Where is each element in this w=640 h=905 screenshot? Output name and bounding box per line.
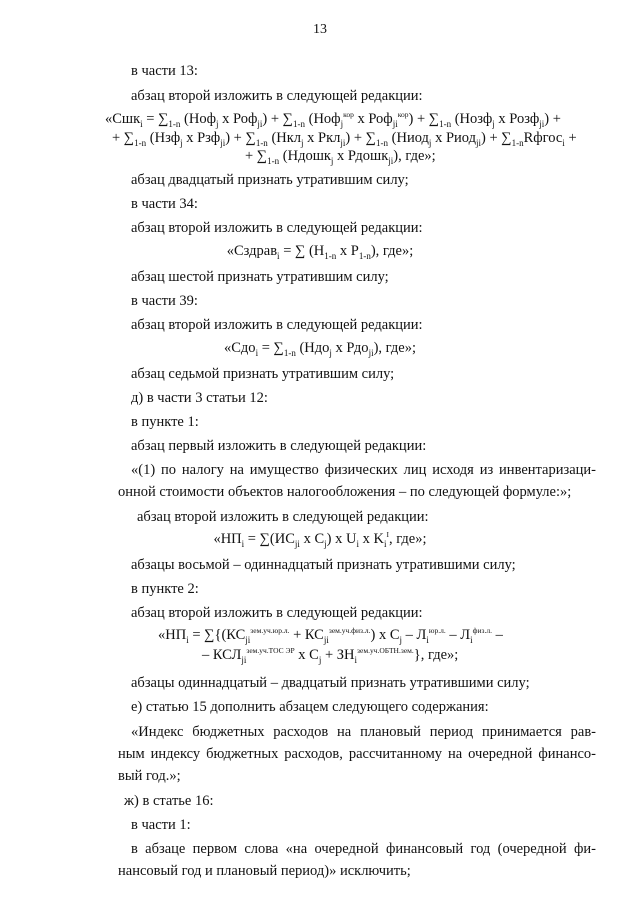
paragraph: в пункте 1: bbox=[131, 414, 199, 430]
paragraph: е) статью 15 дополнить абзацем следующего содержания: bbox=[131, 699, 489, 715]
formula-line: «$Сшк_i = \sum_{1-n}$ (Ноф$_j$ х $Роф_{ji}) + \sum_{1-n}$ (Ноф$_j^{кор}$ х $Роф_{ji}^{кор}) + \sum_{1-n}$ (Нозф$_j$ х Розф$_{ji}$) + bbox=[105, 110, 561, 129]
formula-line: «Сздрав$_i$ = ∑ ($Н_{1-n}$ х $Р_{1-n}$), где»; bbox=[226, 243, 414, 261]
paragraph: абзац второй изложить в следующей редакции: bbox=[131, 317, 423, 333]
paragraph-line: ным индексу бюджетных расходов, рассчитанному на очередной финансо- bbox=[118, 746, 596, 762]
formula-line: «$НП_i = \sum\{(КС_{ji}^{зем.уч.юр.л.} + КС_{ji}^{зем.уч.физ.л.})$ х $С_j - Л_i^{юр.л.} - Л_i^{физ.л.}$ – bbox=[158, 626, 503, 645]
formula-line: + $\sum_{1-n}$ (Нзф$_j$ х $Рзф_{ji}) + \sum_{1-n}$ (Нкл$_j$ х $Ркл_{ji}) + \sum_{1-n}$ (Ниод$_j$ х Риод$_{ji}$) + $\sum_{1-n}Rфгос_i$ + bbox=[112, 130, 577, 148]
paragraph-line: вый год.»; bbox=[118, 768, 181, 784]
formula-line: – $КСЛ_{ji}^{зем.уч.ТОС ЭР}$ х $С_j + ЗН_i^{зем.уч.ОБТН.зем.}$}, где»; bbox=[202, 646, 459, 665]
page-number: 13 bbox=[313, 22, 327, 37]
paragraph: абзац шестой признать утратившим силу; bbox=[131, 269, 389, 285]
paragraph-line: в абзаце первом слова «на очередной финансовый год (очередной фи- bbox=[131, 841, 596, 857]
paragraph: абзац второй изложить в следующей редакции: bbox=[131, 605, 423, 621]
paragraph: абзацы одиннадцатый – двадцатый признать утратившими силу; bbox=[131, 675, 530, 691]
paragraph: абзац первый изложить в следующей редакции: bbox=[131, 438, 427, 454]
paragraph: в части 39: bbox=[131, 293, 198, 309]
paragraph: в части 1: bbox=[131, 817, 191, 833]
formula-line: «$НП_i = \sum(ИС_{ji}$ х $С_j$) х $U_i$ х $K_i^I$, где»; bbox=[213, 530, 427, 549]
paragraph: в части 34: bbox=[131, 196, 198, 212]
paragraph-line: «(1) по налогу на имущество физических лиц исходя из инвентаризаци- bbox=[131, 462, 596, 478]
paragraph-line: онной стоимости объектов налогообложения – по следующей формуле:»; bbox=[118, 484, 572, 500]
paragraph: абзац седьмой признать утратившим силу; bbox=[131, 366, 395, 382]
paragraph: в пункте 2: bbox=[131, 581, 199, 597]
paragraph: абзац двадцатый признать утратившим силу; bbox=[131, 172, 409, 188]
paragraph-line: нансовый год и плановый период)» исключить; bbox=[118, 863, 411, 879]
paragraph-line: «Индекс бюджетных расходов на плановый период принимается рав- bbox=[131, 724, 596, 740]
formula-line: + $\sum_{1-n}$ (Ндошк$_j$ х Рдошк$_{ji}$), где»; bbox=[245, 148, 436, 166]
paragraph: ж) в статье 16: bbox=[124, 793, 214, 809]
formula-line: «$Сдо_i = \sum_{1-n}$ (Ндо$_j$ х Рдо$_{ji}$), где»; bbox=[224, 340, 416, 358]
paragraph: абзацы восьмой – одиннадцатый признать утратившими силу; bbox=[131, 557, 516, 573]
paragraph: абзац второй изложить в следующей редакции: bbox=[137, 509, 429, 525]
paragraph: в части 13: bbox=[131, 63, 198, 79]
paragraph: д) в части 3 статьи 12: bbox=[131, 390, 268, 406]
paragraph: абзац второй изложить в следующей редакции: bbox=[131, 88, 423, 104]
paragraph: абзац второй изложить в следующей редакции: bbox=[131, 220, 423, 236]
